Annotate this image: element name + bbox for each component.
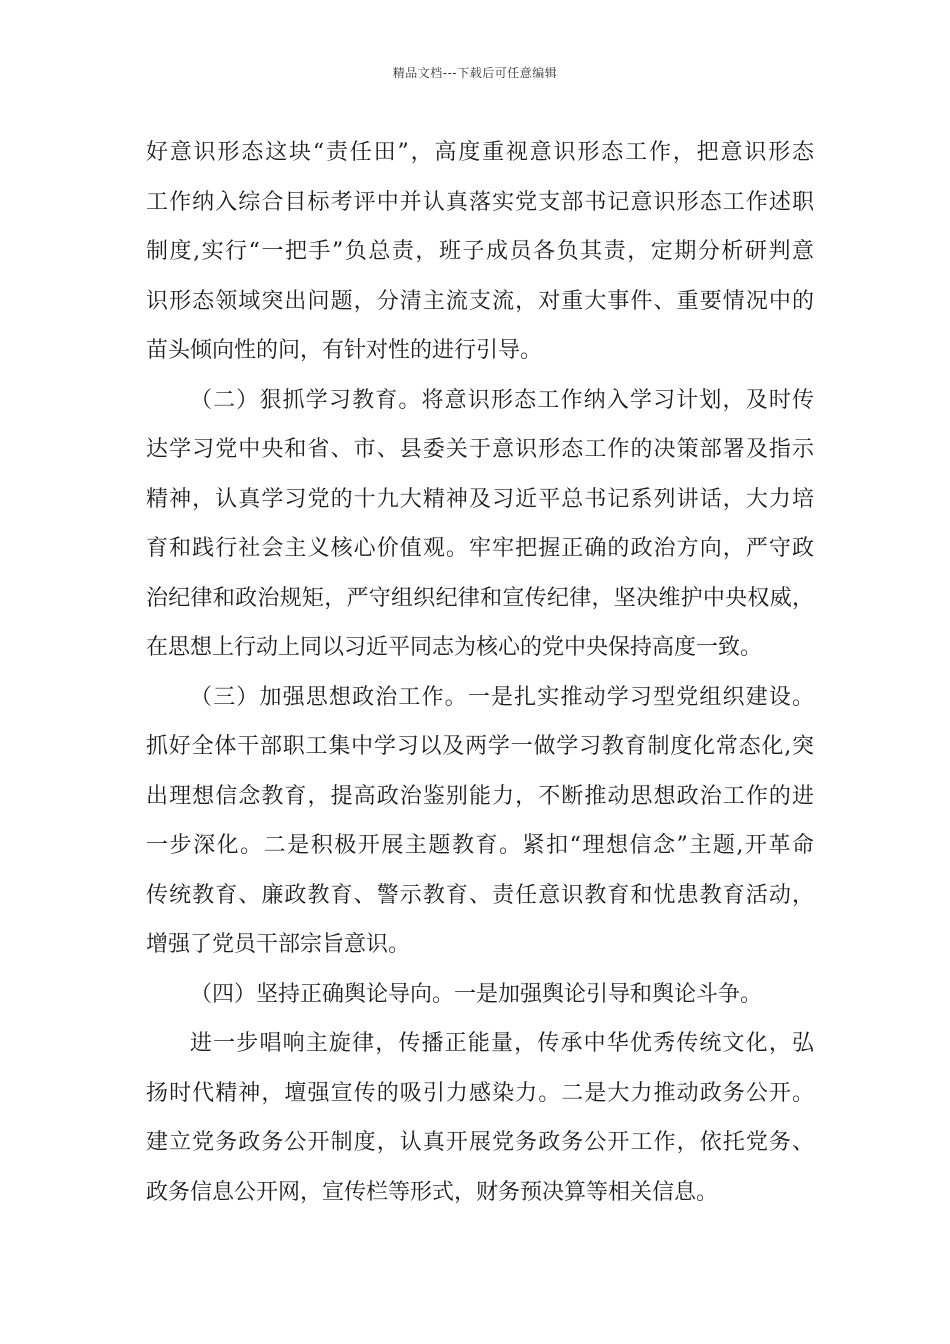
text-line: 苗头倾向性的问，有针对性的进行引导。 bbox=[146, 338, 543, 363]
text-line: 识形态领域突出问题，分清主流支流，对重大事件、重要情况中的 bbox=[146, 288, 814, 314]
text-line: 传统教育、廉政教育、警示教育、责任意识教育和忧患教育活动， bbox=[146, 882, 814, 908]
text-line: 达学习党中央和省、市、县委关于意识形态工作的决策部署及指示 bbox=[146, 437, 814, 462]
text-line: 育和践行社会主义核心价值观。牢牢把握正确的政治方向，严守政 bbox=[146, 536, 814, 561]
text-line: （二）狠抓学习教育。将意识形态工作纳入学习计划，及时传 bbox=[190, 387, 814, 413]
document-body bbox=[146, 128, 814, 1217]
page-header: 精品文档---下载后可任意编辑 bbox=[392, 66, 558, 80]
text-line: （四）坚持正确舆论导向。一是加强舆论引导和舆论斗争。 bbox=[190, 981, 763, 1007]
text-line: （三）加强思想政治工作。一是扎实推动学习型党组织建设。 bbox=[190, 684, 814, 710]
text-line: 好意识形态这块“责任田”，高度重视意识形态工作，把意识形态 bbox=[146, 140, 814, 165]
text-line: 工作纳入综合目标考评中并认真落实党支部书记意识形态工作述职 bbox=[146, 189, 814, 215]
text-line: 治纪律和政治规矩，严守组织纪律和宣传纪律，坚决维护中央权威， bbox=[146, 585, 814, 611]
text-line: 增强了党员干部宗旨意识。 bbox=[146, 932, 411, 957]
text-line: 政务信息公开网，宣传栏等形式，财务预决算等相关信息。 bbox=[146, 1179, 719, 1205]
text-line: 建立党务政务公开制度，认真开展党务政务公开工作，依托党务、 bbox=[146, 1130, 814, 1155]
text-line: 抓好全体干部职工集中学习以及两学一做学习教育制度化常态化,突 bbox=[146, 734, 814, 759]
text-line: 进一步唱响主旋律，传播正能量，传承中华优秀传统文化，弘 bbox=[190, 1031, 814, 1056]
text-line: 精神，认真学习党的十九大精神及习近平总书记系列讲话，大力培 bbox=[146, 486, 814, 512]
text-line: 在思想上行动上同以习近平同志为核心的党中央保持高度一致。 bbox=[146, 635, 763, 660]
text-line: 一步深化。二是积极开展主题教育。紧扣“理想信念”主题,开革命 bbox=[146, 833, 814, 858]
text-line: 制度,实行“一把手”负总责，班子成员各负其责，定期分析研判意 bbox=[146, 239, 814, 264]
text-line: 出理想信念教育，提高政治鉴别能力，不断推动思想政治工作的进 bbox=[146, 783, 814, 809]
text-line: 扬时代精神，壇强宣传的吸引力感染力。二是大力推动政务公开。 bbox=[146, 1080, 814, 1106]
